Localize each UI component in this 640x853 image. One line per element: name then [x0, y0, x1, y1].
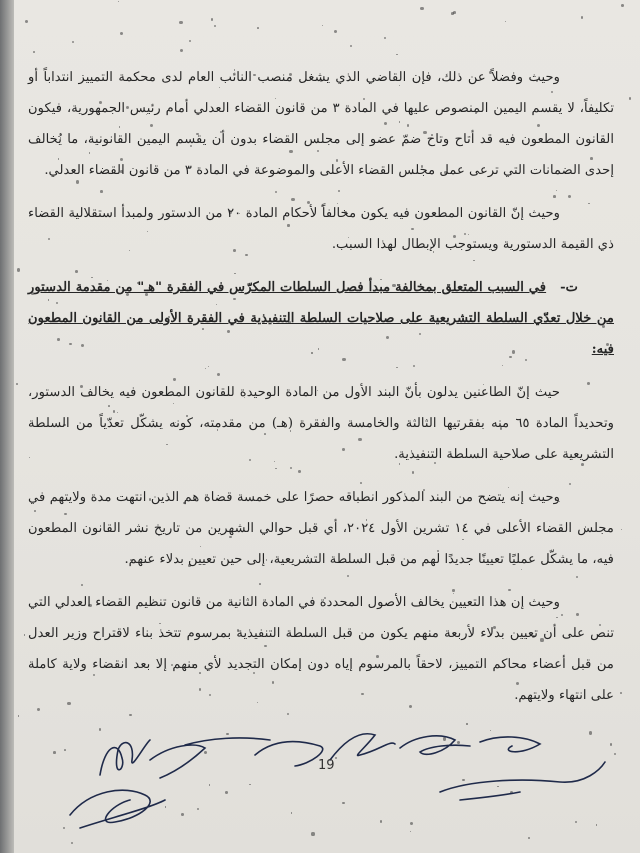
speck	[621, 4, 624, 7]
speck	[118, 1, 119, 2]
speck	[24, 634, 25, 635]
paragraph-2: وحيث إنّ القانون المطعون فيه يكون مخالفاً لأحكام المادة ٢٠ من الدستور ولمبدأ استقلالية القضاء ذي القيمة الدستورية ويستوجب الإبطال لهذا السبب.	[28, 206, 614, 252]
speck	[17, 268, 20, 271]
speck	[179, 21, 182, 24]
signature-2	[150, 738, 270, 778]
section-heading-text: في السبب المتعلق بمخالفة مبدأ فصل السلطات المكرّس في الفقرة "هـ" من مقدمة الدستور من خلال تعدّي السلطة التشريعية على صلاحيات السلطة التنفيذية في الفقرة الأولى من القانون المطعون فيه:	[28, 280, 614, 357]
speck	[451, 12, 454, 15]
document-body	[28, 62, 614, 711]
signature-7	[70, 790, 165, 828]
speck	[120, 32, 123, 35]
speck	[257, 27, 259, 29]
paragraph-5: وحيث إن هذا التعيين يخالف الأصول المحددة في المادة الثانية من قانون تنظيم القضاء العدلي التي تنص على أن تعيين بدلاء لأربعة منهم يكون من قبل السلطة التنفيذية بمرسوم تتخذ بناء لاقتراح وزير العدل من قبل أعضاء محاكم التمييز، لاحقاً بالمرسوم إياه دون إمكان التجديد لأي منهم إلا بعد انقضاء ولاية كاملة على انتهاء ولايتهم.	[28, 595, 614, 703]
signatures	[0, 700, 640, 853]
speck	[420, 7, 423, 10]
speck	[72, 41, 74, 43]
speck	[620, 692, 622, 694]
paragraph-3: حيث إنّ الطاعنين يدلون بأنّ البند الأول من المادة الوحيدة للقانون المطعون فيه يخالف الدستور، وتحديداً المادة ٦٥ منه بفقرتيها الثالثة والخامسة والفقرة (هـ) من مقدمته، كونه يشكّل تعدّياً من السلطة التشريعية على صلاحية السلطة التنفيذية.	[28, 385, 614, 462]
section-heading	[28, 272, 614, 365]
signature-3	[255, 742, 323, 766]
page-number: 19	[318, 758, 335, 773]
speck	[16, 383, 18, 385]
speck	[214, 25, 217, 28]
signature-1	[100, 740, 150, 775]
speck	[189, 40, 191, 42]
speck	[505, 21, 506, 22]
speck	[581, 16, 583, 18]
speck	[25, 20, 28, 23]
speck	[334, 30, 337, 33]
speck	[322, 25, 323, 26]
signature-4	[330, 734, 395, 760]
signature-6	[480, 737, 540, 752]
speck	[350, 45, 352, 47]
paragraph-4: وحيث إنه يتضح من البند المذكور انطباقه حصرًا على خمسة قضاة هم الذين انتهت مدة ولايتهم في مجلس القضاء الأعلى في ١٤ تشرين الأول ٢٠٢٤، أي قبل حوالي الشهرين من تاريخ نشر القانون المطعون فيه، ما يشكّل عمليًا تعيينًا جديدًا لهم من قبل السلطة التشريعية، إلى حين تعيين بدلاء عنهم.	[28, 490, 614, 567]
section-marker: ت-	[560, 280, 578, 295]
speck	[33, 51, 35, 53]
paragraph-1: وحيث وفضلاً عن ذلك، فإن القاضي الذي يشغل منصب النائب العام لدى محكمة التمييز انتداباً أو تكليفاً، لا يقسم اليمين المنصوص عليها في المادة ٣ من قانون القضاء العدلي أمام رئيس الجمهورية، فيكون القانون المطعون فيه قد أتاح وتاح ضمّ عضو إلى مجلس القضاء بدون أن يقسم اليمين القانونية، ما يُخالف إحدى الضمانات التي ترعى عمل مجلس القضاء الأعلى والموضوعة في المادة ٣ من قانون القضاء العدلي.	[28, 70, 614, 178]
speck	[629, 97, 632, 100]
signature-5	[400, 736, 470, 755]
speck	[180, 49, 183, 52]
speck	[211, 18, 213, 20]
signature-8	[440, 762, 605, 800]
speck	[621, 529, 622, 530]
speck	[384, 37, 387, 40]
speck	[396, 54, 398, 56]
